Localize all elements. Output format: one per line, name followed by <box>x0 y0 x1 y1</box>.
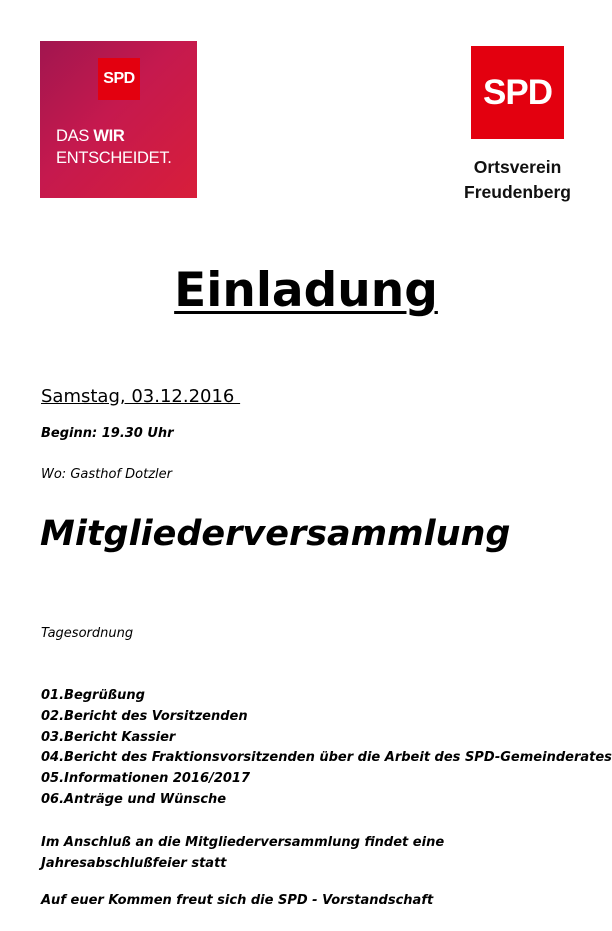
agenda-item: 04.Bericht des Fraktionsvorsitzenden über die Arbeit des SPD-Gemeinderates <box>41 750 612 766</box>
agenda-item: 03.Bericht Kassier <box>41 729 176 745</box>
event-date: Samstag, 03.12.2016 <box>41 386 241 407</box>
agenda-item: 01.Begrüßung <box>41 688 145 703</box>
slogan-bold: WIR <box>93 127 125 145</box>
start-time: Beginn: 19.30 Uhr <box>41 426 174 441</box>
closing-line: Auf euer Kommen freut sich die SPD - Vorstandschaft <box>41 893 434 908</box>
meeting-heading: Mitgliederversammlung <box>40 514 511 554</box>
slogan <box>56 125 172 169</box>
spd-campaign-logo <box>40 41 197 198</box>
agenda-item: 06.Anträge und Wünsche <box>41 791 227 807</box>
slogan-part1: DAS <box>56 127 94 145</box>
title-text: Einladung <box>174 263 438 318</box>
agenda-item: 02.Bericht des Vorsitzenden <box>41 708 248 724</box>
agenda-label: Tagesordnung <box>41 626 134 641</box>
page-title <box>0 255 612 327</box>
venue: Wo: Gasthof Dotzler <box>41 467 172 482</box>
agenda-list <box>41 686 612 811</box>
agenda-item: 05.Informationen 2016/2017 <box>41 771 251 787</box>
spd-logo: SPD <box>471 46 564 139</box>
slogan-line2: ENTSCHEIDET. <box>56 149 172 167</box>
ortsverein-name <box>440 155 595 205</box>
afterparty-note: Im Anschluß an die Mitgliederversammlung findet eine Jahresabschlußfeier statt <box>41 835 445 871</box>
org-line1: Ortsverein <box>473 157 562 177</box>
spd-badge: SPD <box>98 58 140 100</box>
org-line2: Freudenberg <box>464 182 571 202</box>
